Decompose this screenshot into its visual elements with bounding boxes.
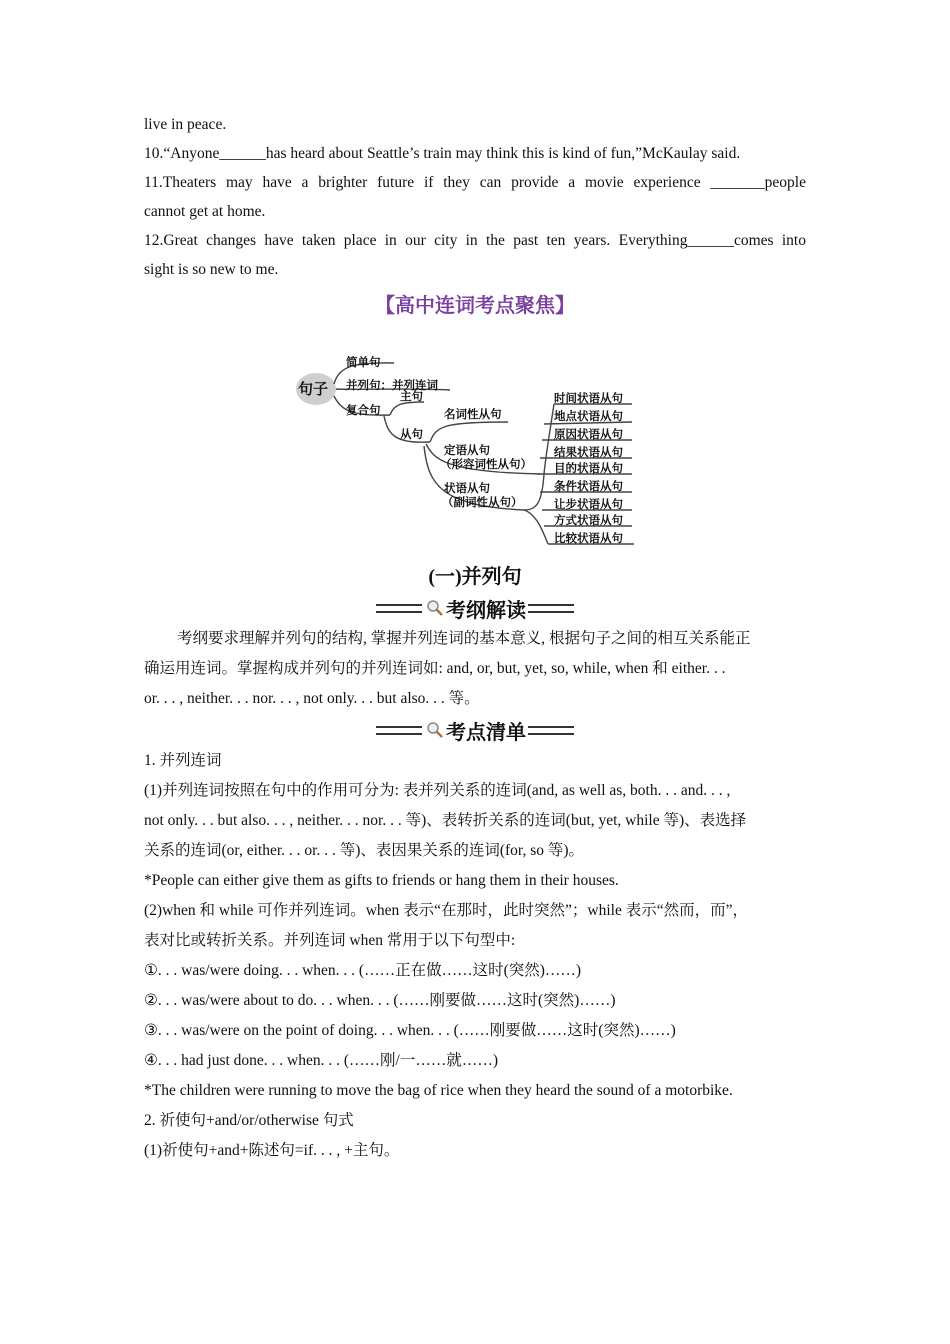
banner-rule: [528, 726, 574, 735]
node-complex: 复合句: [346, 403, 381, 417]
point-line: 关系的连词(or, either. . . or. . . 等)、表因果关系的连词(for, so 等)。: [144, 842, 585, 859]
point-line: (1)并列连词按照在句中的作用可分为: 表并列关系的连词(and, as well as, both. . . and. . . ,: [144, 782, 731, 799]
point-line: 表对比或转折关系。并列连词 when 常用于以下句型中:: [144, 932, 516, 949]
outline-line: 确运用连词。掌握构成并列句的并列连词如: and, or, but, yet, so, while, when 和 either. . .: [144, 660, 726, 677]
sentence-mindmap: [144, 354, 806, 586]
node-simple: 简单句: [346, 355, 381, 369]
point-line: not only. . . but also. . . , neither. . . nor. . . 等)、表转折关系的连词(but, yet, while 等)、表选择: [144, 812, 747, 829]
point-line: (2)when 和 while 可作并列连词。when 表示“在那时，此时突然”；while 表示“然而，而”，: [144, 902, 748, 919]
node-main: 主句: [400, 389, 423, 403]
text-line: cannot get at home.: [144, 203, 266, 220]
node-attr-note: （形容词性从句）: [440, 457, 532, 471]
outline-line: 考纲要求理解并列句的结构, 掌握并列连词的基本意义, 根据句子之间的相互关系能正: [177, 630, 751, 647]
banner-title: 考纲解读: [446, 597, 526, 622]
magnifier-icon: [426, 599, 444, 617]
node-noun: 名词性从句: [444, 407, 502, 421]
banner-rule: [528, 604, 574, 613]
magnifier-icon: [426, 721, 444, 739]
pattern-line: ①. . . was/were doing. . . when. . . (……正在做……这时(突然)……): [144, 962, 582, 979]
text-line: live in peace.: [144, 116, 227, 133]
node-adv-note: （副词性从句）: [442, 495, 523, 509]
point-heading: 1. 并列连词: [144, 752, 222, 769]
node-adverbial-comparison: 比较状语从句: [554, 531, 623, 545]
node-adverbial-result: 结果状语从句: [554, 445, 623, 459]
node-attr: 定语从句: [444, 443, 490, 457]
node-adv: 状语从句: [444, 481, 490, 495]
pattern-line: ②. . . was/were about to do. . . when. . . (……刚要做……这时(突然)……): [144, 992, 616, 1009]
node-adverbial-place: 地点状语从句: [554, 409, 623, 423]
text-line: sight is so new to me.: [144, 261, 279, 278]
node-adverbial-manner: 方式状语从句: [554, 513, 623, 527]
point-heading: 2. 祈使句+and/or/otherwise 句式: [144, 1112, 354, 1129]
pattern-line: ③. . . was/were on the point of doing. . . when. . . (……刚要做……这时(突然)……): [144, 1022, 676, 1039]
example-sentence: *The children were running to move the bag of rice when they heard the sound of a motorbike.: [144, 1082, 733, 1099]
banner-rule: [376, 604, 422, 613]
node-sub: 从句: [400, 427, 423, 441]
node-adverbial-time: 时间状语从句: [554, 391, 623, 405]
node-adverbial-condition: 条件状语从句: [554, 479, 623, 493]
exercise-10: 10.“Anyone______has heard about Seattle’s train may think this is kind of fun,”McKaulay said.: [144, 145, 741, 162]
point-line: (1)祈使句+and+陈述句=if. . . , +主句。: [144, 1142, 400, 1159]
node-adverbial-reason: 原因状语从句: [554, 427, 623, 441]
node-adverbial-purpose: 目的状语从句: [554, 461, 623, 475]
banner-title: 考点清单: [446, 719, 526, 744]
mindmap-root: 句子: [298, 380, 329, 398]
outline-line: or. . . , neither. . . nor. . . , not only. . . but also. . . 等。: [144, 690, 480, 707]
section-title: 【高中连词考点聚焦】: [375, 293, 575, 317]
exercise-11: 11.Theaters may have a brighter future if they can provide a movie experience _______people: [144, 174, 806, 191]
banner-rule: [376, 726, 422, 735]
banner-outline: [144, 592, 806, 624]
node-compound: 并列句：并列连词: [346, 378, 438, 392]
node-adverbial-concession: 让步状语从句: [554, 497, 623, 511]
pattern-line: ④. . . had just done. . . when. . . (……刚/一……就……): [144, 1052, 499, 1069]
exercise-12: 12.Great changes have taken place in our city in the past ten years. Everything______comes into: [144, 232, 806, 249]
document-page: [144, 110, 806, 1166]
subsection-title: (一)并列句: [428, 566, 522, 588]
banner-points: [144, 714, 806, 746]
example-sentence: *People can either give them as gifts to friends or hang them in their houses.: [144, 872, 619, 889]
